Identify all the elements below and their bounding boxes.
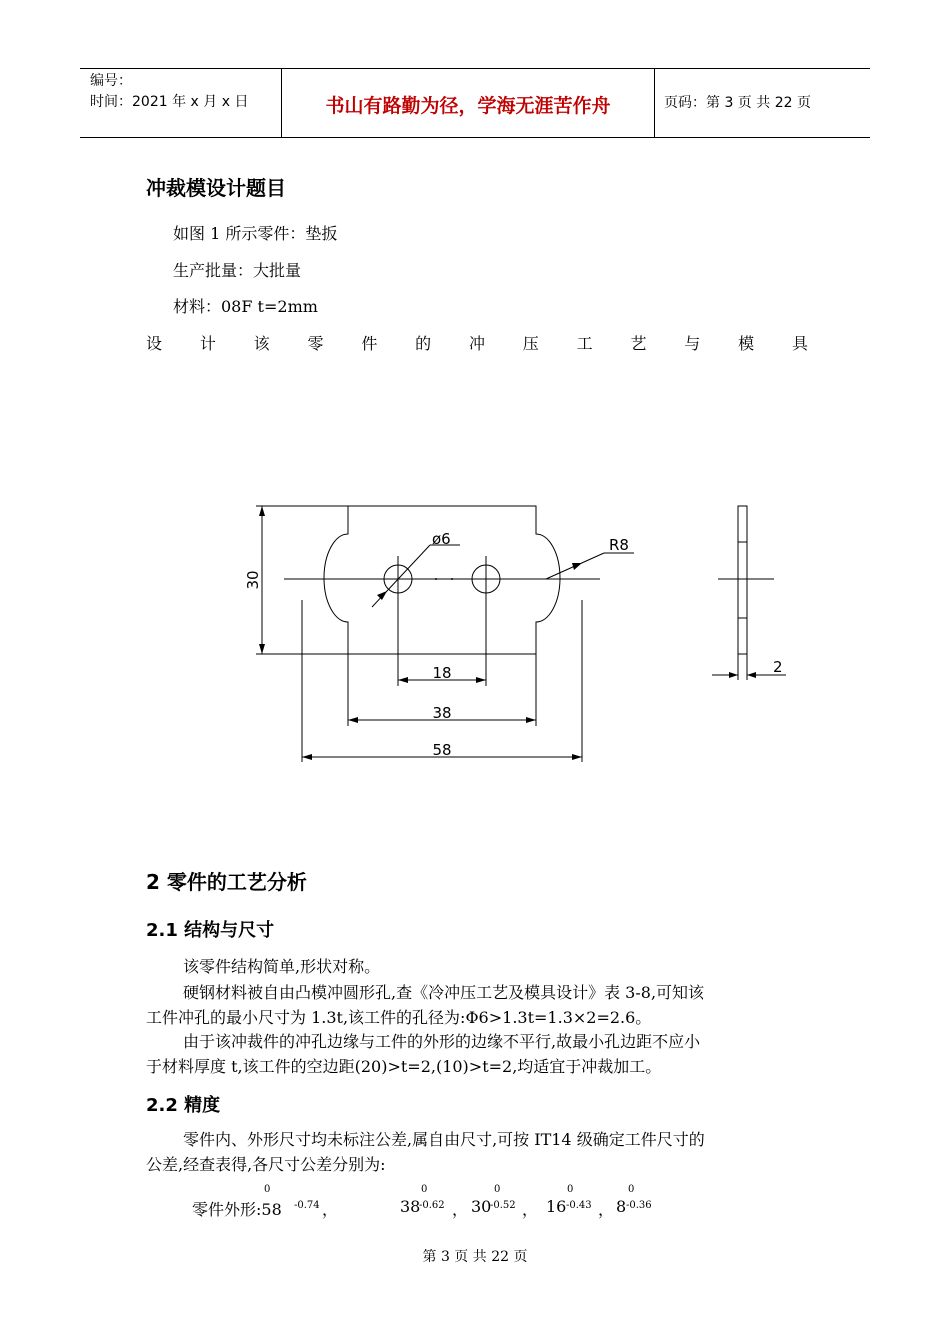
section-2-2-heading: 2.2 精度: [146, 1095, 221, 1116]
char: 与: [684, 334, 701, 353]
tol-16-upper: 0: [567, 1184, 574, 1195]
char: 设: [146, 334, 163, 353]
char: 模: [738, 334, 755, 353]
s21-paragraph-1: 该零件结构简单,形状对称。: [183, 957, 381, 976]
char: 计: [199, 334, 216, 353]
s21-paragraph-3-line-1: 由于该冲裁件的冲孔边缘与工件的外形的边缘不平行,故最小孔边距不应小: [183, 1032, 701, 1051]
char: 工: [576, 334, 593, 353]
s22-paragraph-line-1: 零件内、外形尺寸均未标注公差,属自由尺寸,可按 IT14 级确定工件尺寸的: [183, 1130, 705, 1149]
intro-line-3: 材料：08F t=2mm: [173, 297, 318, 316]
char: 艺: [630, 334, 647, 353]
tol-8-base: 8: [616, 1197, 627, 1216]
char: 该: [253, 334, 270, 353]
side-view: [738, 506, 747, 654]
char: 件: [361, 334, 378, 353]
tolerance-line: [0, 1184, 950, 1224]
dim-58-label: 58: [432, 741, 452, 759]
section-2-1-heading: 2.1 结构与尺寸: [146, 920, 275, 941]
s22-paragraph-line-2: 公差,经查表得,各尺寸公差分别为:: [146, 1155, 386, 1174]
section-2-heading: 2 零件的工艺分析: [146, 870, 307, 894]
tol-30-upper: 0: [494, 1184, 501, 1195]
intro-line-2: 生产批量：大批量: [173, 261, 302, 280]
header-page-number: 页码：第 3 页 共 22 页: [664, 95, 811, 111]
dim-18-label: 18: [432, 664, 452, 682]
dim-38-label: 38: [432, 704, 452, 722]
tol-30-lower: -0.52: [490, 1200, 516, 1211]
char: 具: [791, 334, 808, 353]
tol-8-lower: -0.36: [626, 1200, 652, 1211]
s21-paragraph-3-line-2: 于材料厚度 t,该工件的空边距(20)>t=2,(10)>t=2,均适宜于冲裁加工。: [146, 1057, 662, 1076]
comma: ，: [322, 1200, 339, 1219]
header-number: 编号：: [90, 73, 132, 89]
char: 的: [415, 334, 432, 353]
tol-38-upper: 0: [421, 1184, 428, 1195]
comma: ，: [452, 1200, 469, 1219]
s21-paragraph-2-line-2: 工件冲孔的最小尺寸为 1.3t,该工件的孔径为:Φ6>1.3t=1.3×2=2.6。: [146, 1008, 652, 1027]
page-footer: 第 3 页 共 22 页: [422, 1249, 528, 1265]
header-motto: 书山有路勤为径，学海无涯苦作舟: [325, 95, 611, 117]
char: 零: [307, 334, 324, 353]
s21-paragraph-2-line-1: 硬钢材料被自由凸模冲圆形孔,查《冷冲压工艺及模具设计》表 3-8,可知该: [183, 983, 705, 1002]
comma: ，: [598, 1200, 615, 1219]
header-time: 时间：2021 年 x 月 x 日: [90, 94, 249, 110]
tol-8-upper: 0: [628, 1184, 635, 1195]
char: 冲: [468, 334, 485, 353]
radius-label: R8: [609, 536, 629, 554]
thickness-label: 2: [773, 658, 783, 676]
tol-58-upper: 0: [264, 1184, 271, 1195]
tol-38-lower: -0.62: [419, 1200, 445, 1211]
hole-label: ø6: [432, 530, 451, 548]
tolerance-label: 零件外形:58: [192, 1200, 282, 1219]
intro-line-1: 如图 1 所示零件：垫扳: [173, 224, 338, 243]
comma: ，: [522, 1200, 539, 1219]
char: 压: [522, 334, 539, 353]
height-label: 30: [244, 570, 262, 590]
tol-38-base: 38: [400, 1197, 421, 1216]
tol-16-lower: -0.43: [566, 1200, 592, 1211]
tol-16-base: 16: [546, 1197, 567, 1216]
tol-58-lower: -0.74: [294, 1200, 320, 1211]
part-outline: [324, 506, 560, 654]
tol-30-base: 30: [471, 1197, 492, 1216]
document-title: 冲裁模设计题目: [146, 176, 286, 200]
